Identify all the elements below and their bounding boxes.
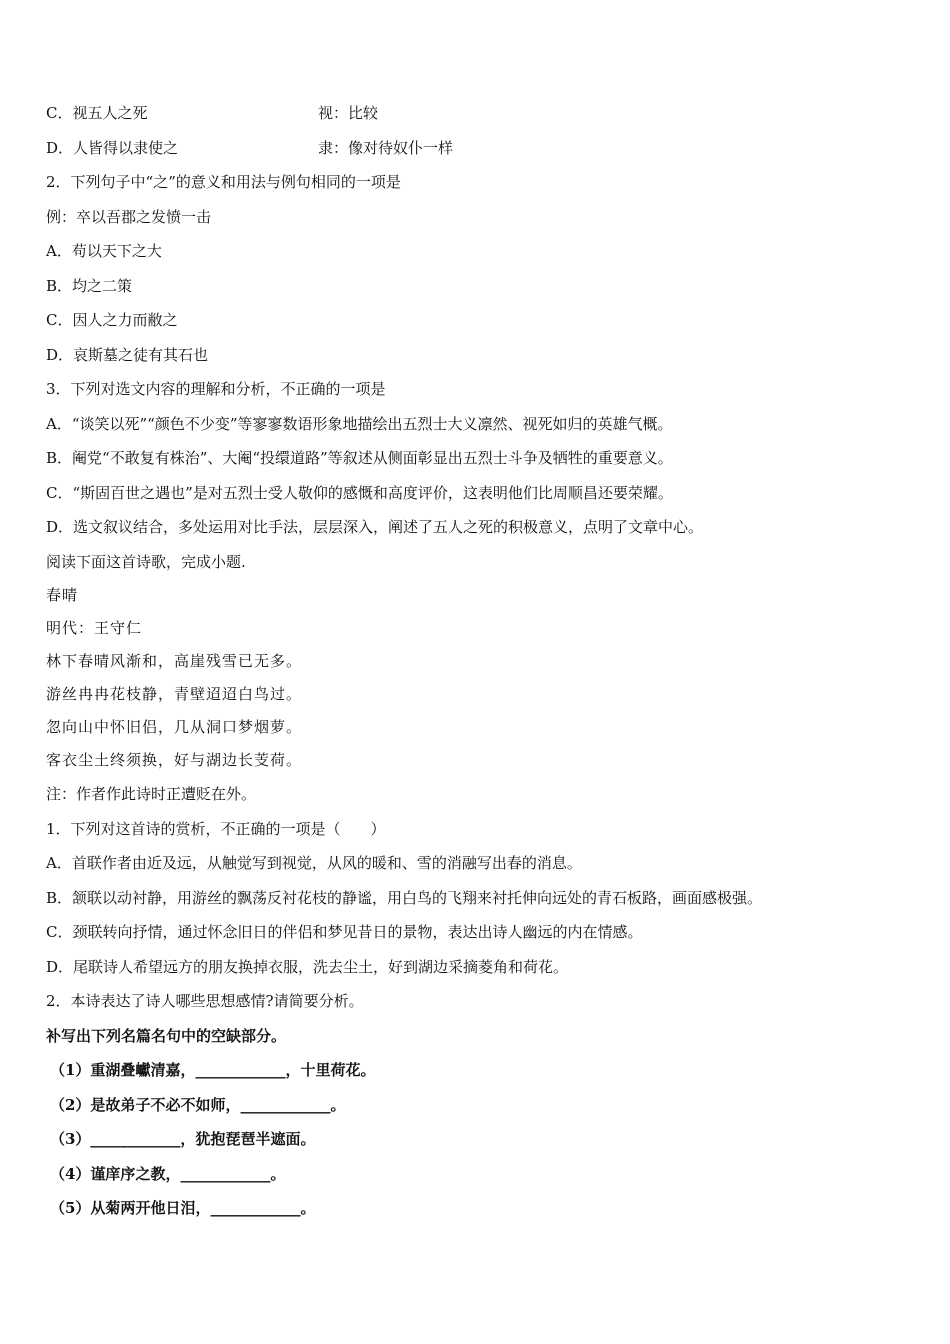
question-3-option-c: C．“斯固百世之遇也”是对五烈士受人敬仰的感慨和高度评价，这表明他们比周顺昌还要荣耀。 xyxy=(46,483,673,502)
poem-note: 注：作者作此诗时正遭贬在外。 xyxy=(46,785,257,803)
option-c-row xyxy=(46,96,906,131)
question-2-option-a: A．苟以天下之大 xyxy=(46,242,162,260)
fill-item: （3）____________，犹抱琵琶半遮面。 xyxy=(50,1130,316,1148)
option-c-gloss: 视：比较 xyxy=(318,104,379,122)
poem-question-1: 1．下列对这首诗的赏析，不正确的一项是（ ） xyxy=(46,819,386,838)
fill-item: （1）重湖叠巘清嘉，____________，十里荷花。 xyxy=(50,1061,376,1079)
fill-heading: 补写出下列名篇名句中的空缺部分。 xyxy=(46,1026,287,1045)
option-d-text: D．人皆得以隶使之 xyxy=(46,138,179,157)
question-2: 2．下列句子中“之”的意义和用法与例句相同的一项是 xyxy=(46,173,401,191)
question-3-option-b: B．阉党“不敢复有株治”、大阉“投缳道路”等叙述从侧面彰显出五烈士斗争及牺牲的重要意义。 xyxy=(46,449,673,467)
poem-question-1-option-a: A．首联作者由近及远，从触觉写到视觉，从风的暖和、雪的消融写出春的消息。 xyxy=(46,854,582,872)
option-d-row xyxy=(46,131,906,166)
poem-question-2: 2．本诗表达了诗人哪些思想感情?请简要分析。 xyxy=(46,992,364,1010)
option-c-text: C．视五人之死 xyxy=(46,104,148,122)
fill-item: （4）谨庠序之教，____________。 xyxy=(50,1164,286,1183)
poem-line: 游丝冉冉花枝静，青壁迢迢白鸟过。 xyxy=(46,685,303,703)
poem-author: 明代：王守仁 xyxy=(46,619,143,637)
question-2-option-b: B．均之二策 xyxy=(46,276,133,295)
document-page xyxy=(46,96,906,1226)
poem-line: 林下春晴风渐和，高崖残雪已无多。 xyxy=(46,652,303,670)
option-d-gloss: 隶：像对待奴仆一样 xyxy=(318,138,454,157)
poem-intro: 阅读下面这首诗歌，完成小题. xyxy=(46,552,246,571)
question-3: 3．下列对选文内容的理解和分析，不正确的一项是 xyxy=(46,380,386,398)
poem-line: 客衣尘土终须换，好与湖边长芰荷。 xyxy=(46,751,303,769)
question-2-example: 例：卒以吾郡之发愤一击 xyxy=(46,207,212,226)
fill-item: （2）是故弟子不必不如师，____________。 xyxy=(50,1095,346,1114)
fill-item: （5）从菊两开他日泪，____________。 xyxy=(50,1199,316,1217)
poem-question-1-option-c: C．颈联转向抒情，通过怀念旧日的伴侣和梦见昔日的景物，表达出诗人幽远的内在情感。 xyxy=(46,923,643,941)
poem-title: 春晴 xyxy=(46,586,79,604)
question-2-option-c: C．因人之力而敝之 xyxy=(46,311,178,329)
poem-line: 忽向山中怀旧侣，几从洞口梦烟萝。 xyxy=(46,718,303,736)
poem-question-1-option-d: D．尾联诗人希望远方的朋友换掉衣服，洗去尘土，好到湖边采摘菱角和荷花。 xyxy=(46,957,569,976)
question-2-option-d: D．哀斯墓之徒有其石也 xyxy=(46,345,209,364)
question-3-option-d: D．选文叙议结合，多处运用对比手法，层层深入，阐述了五人之死的积极意义，点明了文章中心。 xyxy=(46,518,704,536)
question-3-option-a: A．“谈笑以死”“颜色不少变”等寥寥数语形象地描绘出五烈士大义凛然、视死如归的英雄气概。 xyxy=(46,414,673,433)
poem-question-1-option-b: B．颔联以动衬静，用游丝的飘荡反衬花枝的静谧，用白鸟的飞翔来衬托伸向远处的青石板路，画面感极强。 xyxy=(46,888,763,907)
